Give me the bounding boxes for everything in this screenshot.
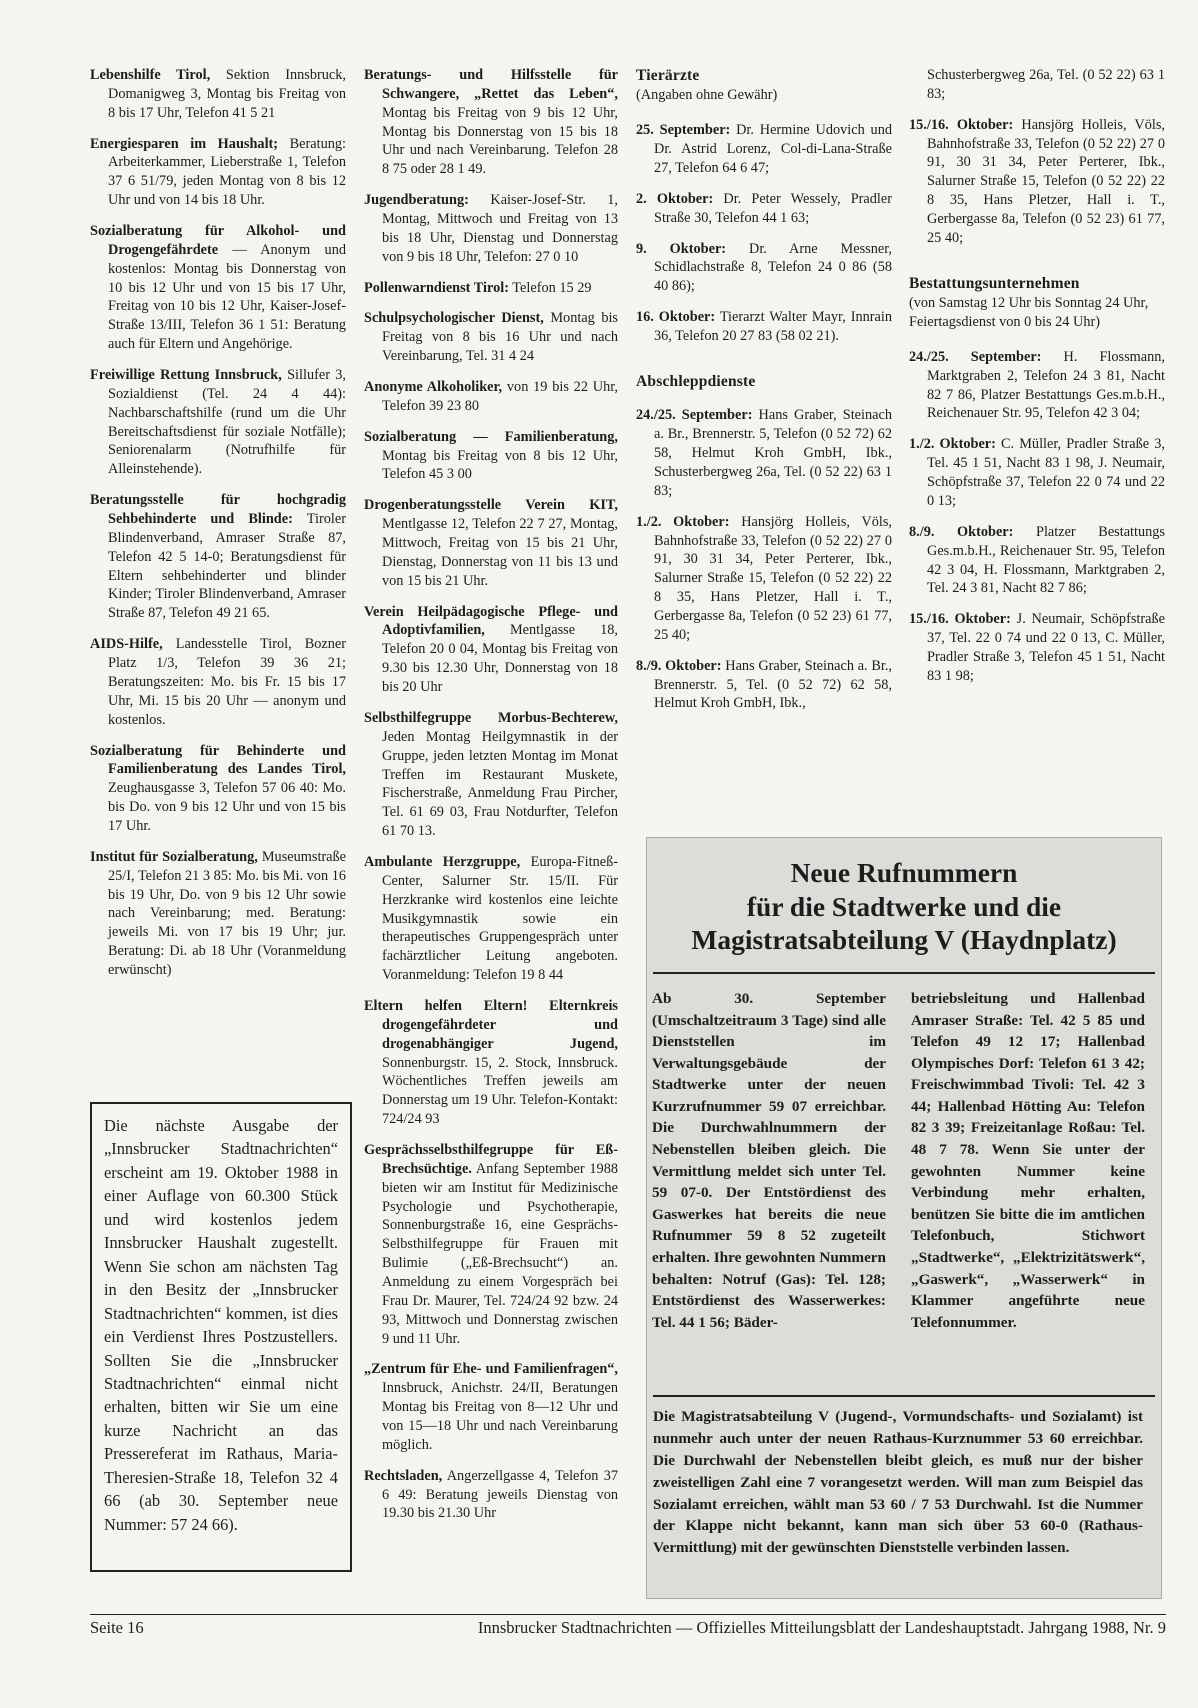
entry-herzgruppe: Ambulante Herzgruppe, Europa-Fitneß-Center, Salurner Str. 15/II. Für Herzkranke wird kostenlos eine leichte Musikgymnastik sowie ein therapeutisches Gruppengespräch unter fachärztlicher Leitung angeboten. Voranmeldung: Telefon 19 8 44 bbox=[364, 853, 618, 984]
notice-text: Die nächste Ausgabe der „Innsbrucker Stadtnachrichten“ erscheint am 19. Oktober 1988 in einer Auflage von 60.300 Stück und wird kostenlos jedem Innsbrucker Haushalt zugestellt. Wenn Sie schon am nächsten Tag in den Besitz der „Innsbrucker Stadtnachrichten“ kommen, ist dies ein Verdienst Ihres Postzustellers. Sollten Sie die „Innsbrucker Stadtnachrichten“ einmal nicht erhalten, bitten wir Sie um eine kurze Nachricht an das Pressereferat im Rathaus, Maria-Theresien-Straße 18, Telefon 32 4 66 (ab 30. September neue Nummer: 57 24 66). bbox=[104, 1116, 338, 1534]
entry-energiesparen: Energiesparen im Haushalt; Beratung: Arbeiterkammer, Lieberstraße 1, Telefon 37 6 51/79, jeden Montag von 8 bis 12 Uhr und von 14 bis 18 Uhr. bbox=[90, 135, 346, 209]
bestattung-entry: 15./16. Oktober: J. Neumair, Schöpfstraße 37, Tel. 22 0 74 und 22 0 13, C. Müller, Pradler Straße 3, Telefon 45 1 51, Nacht 83 1 98; bbox=[909, 611, 1165, 684]
next-issue-notice bbox=[90, 1102, 352, 1572]
column-3 bbox=[636, 66, 892, 725]
column-2 bbox=[364, 66, 618, 1535]
bestattung-entry: 24./25. September: H. Flossmann, Marktgraben 2, Telefon 24 3 81, Nacht 82 7 86, Platzer Bestattungs Ges.m.b.H., Reichenauer Str. 95, Telefon 42 3 04; bbox=[909, 348, 1165, 422]
magistrat-announcement-text: Die Magistratsabteilung V (Jugend-, Vormundschafts- und Sozialamt) ist nunmehr auch unter der neuen Rathaus-Kurznummer 53 60 erreichbar. Die Durchwahl der Nebenstellen bleibt gleich, es muß nur der bisher zweistelligen Zahl eine 7 vorangesetzt werden. Will man zum Beispiel das Sozialamt erreichen, wählt man 53 60 / 7 53 Durchwahl. Ist die Nummer der Klappe nicht bekannt, kann man sich über 53 60-0 (Rathaus-Vermittlung) mit der gewünschten Dienststelle verbinden lassen. bbox=[653, 1408, 1143, 1557]
stadtwerke-announcement bbox=[646, 837, 1162, 1599]
tierarzt-entry: 25. September: Dr. Hermine Udovich und Dr. Astrid Lorenz, Col-di-Lana-Straße 27, Telefon 64 6 47; bbox=[636, 122, 892, 177]
divider bbox=[653, 1395, 1155, 1397]
bestattung-entry: 1./2. Oktober: C. Müller, Pradler Straße 3, Tel. 45 1 51, Nacht 83 1 98, J. Neumair, Schöpfstraße 37, Telefon 22 0 74 und 22 0 13; bbox=[909, 436, 1165, 509]
tierarzt-entry: 9. Oktober: Dr. Arne Messner, Schidlachstraße 8, Telefon 24 0 86 (58 40 86); bbox=[636, 240, 893, 295]
page-number: Seite 16 bbox=[90, 1618, 144, 1637]
announcement-text-left: Ab 30. September (Umschaltzeitraum 3 Tage) sind alle Dienststellen im Verwaltungsgebäude der Stadtwerke unter der neuen Kurzrufnummer 59 07 erreichbar. Die Durchwahlnummern der Nebenstellen bleiben gleich. Die Vermittlung meldet sich unter Tel. 59 07-0. Der Entstördienst des Gaswerkes hat bereits die neue Rufnummer 59 8 52 zugeteilt erhalten. Ihre gewohnten Nummern behalten: Notruf (Gas): Tel. 128; Entstördienst des Wasserwerkes: Tel. 44 1 56; Bäder- bbox=[652, 990, 886, 1331]
abschlepp-entry: 24./25. September: Hans Graber, Steinach a. Br., Brennerstr. 5, Telefon (0 52 72) 62 58, Helmut Kroh GmbH, Ibk., Schusterbergweg 26a, Tel. (0 52 22) 63 1 83; bbox=[636, 407, 892, 499]
entry-aids-hilfe: AIDS-Hilfe, Landesstelle Tirol, Bozner Platz 1/3, Telefon 39 36 21; Beratungszeiten: Mo. bis Fr. 15 bis 17 Uhr, Mi. 15 bis 20 Uhr — anonym und kostenlos. bbox=[90, 636, 346, 728]
footer-divider bbox=[90, 1614, 1166, 1615]
bestattung-subheading: (von Samstag 12 Uhr bis Sonntag 24 Uhr, Feiertagsdienst von 0 bis 24 Uhr) bbox=[909, 295, 1149, 331]
entry-rettung: Freiwillige Rettung Innsbruck, Sillufer 3, Sozialdienst (Tel. 24 4 44): Nachbarschaftshilfe (rund um die Uhr Bereitschaftsdienst für soziale Notfälle); Seniorenalarm (Notrufhilfe für Alleinstehende). bbox=[90, 367, 346, 478]
tierarzt-entry: 2. Oktober: Dr. Peter Wessely, Pradler Straße 30, Telefon 44 1 63; bbox=[636, 190, 892, 226]
entry-rechtsladen: Rechtsladen, Angerzellgasse 4, Telefon 37 6 49: Beratung jeweils Dienstag von 19.30 bis 21.30 Uhr bbox=[364, 1467, 618, 1522]
entry-adoptivfamilien: Verein Heilpädagogische Pflege- und Adoptivfamilien, Mentlgasse 18, Telefon 20 0 04, Montag bis Freitag von 9.30 bis 12.30 Uhr, Donnerstag von 18 bis 20 Uhr bbox=[364, 603, 618, 696]
entry-schulpsychologie: Schulpsychologischer Dienst, Montag bis Freitag von 8 bis 16 Uhr und nach Vereinbarung, Tel. 31 4 24 bbox=[364, 310, 619, 365]
entry-pollenwarndienst: Pollenwarndienst Tirol: Telefon 15 29 bbox=[364, 279, 592, 296]
entry-zentrum-ehe: „Zentrum für Ehe- und Familienfragen“, Innsbruck, Anichstr. 24/II, Beratungen Montag bis Freitag von 8—12 Uhr und von 15—18 Uhr und nach Vereinbarung möglich. bbox=[364, 1361, 618, 1453]
entry-anonyme-alkoholiker: Anonyme Alkoholiker, von 19 bis 22 Uhr, Telefon 39 23 80 bbox=[364, 379, 618, 414]
bestattung-heading: Bestattungsunternehmen bbox=[909, 274, 1080, 292]
entry-alkohol-drogen: Sozialberatung für Alkohol- und Drogengefährdete — Anonym und kostenlos: Montag bis Donnerstag von 10 bis 12 Uhr und von 15 bis 17 Uhr, Freitag von 10 bis 12 Uhr, Kaiser-Josef-Straße 13/III, Telefon 36 1 51: Beratung auch für Eltern und Angehörige. bbox=[90, 223, 346, 353]
entry-elternkreis: Eltern helfen Eltern! Elternkreis drogengefährdeter und drogenabhängiger Jugend, Sonnenburgstr. 15, 2. Stock, Innsbruck. Wöchentliches Treffen jeweils am Donnerstag um 19 Uhr. Telefon-Kontakt: 724/24 93 bbox=[364, 997, 618, 1128]
entry-blinde: Beratungsstelle für hochgradig Sehbehinderte und Blinde: Tiroler Blindenverband, Amraser Straße 87, Telefon 42 5 14-0; Beratungsdienst für Eltern sehbehinderter und blinder Kinder; Tiroler Blindenverband, Amraser Straße 87, Telefon 49 21 65. bbox=[90, 492, 346, 622]
abschlepp-continued: Schusterbergweg 26a, Tel. (0 52 22) 63 1 83; bbox=[927, 67, 1165, 102]
bestattung-entry: 8./9. Oktober: Platzer Bestattungs Ges.m.b.H., Reichenauer Str. 95, Telefon 42 3 04, H. Flossmann, Marktgraben 2, Tel. 24 3 81, Nacht 82 7 86; bbox=[909, 523, 1165, 597]
column-1 bbox=[90, 66, 346, 992]
masthead: Innsbrucker Stadtnachrichten — Offizielles Mitteilungsblatt der Landeshauptstadt. Jahrgang 1988, Nr. 9 bbox=[477, 1618, 1166, 1637]
entry-familienberatung: Sozialberatung — Familienberatung, Montag bis Freitag von 8 bis 12 Uhr, Telefon 45 3 00 bbox=[364, 428, 618, 483]
entry-schwangere: Beratungs- und Hilfsstelle für Schwangere, „Rettet das Leben“, Montag bis Freitag von 9 bis 12 Uhr, Montag bis Donnerstag von 15 bis 18 Uhr und nach Vereinbarung. Telefon 28 8 75 oder 28 1 49. bbox=[364, 67, 618, 178]
entry-morbus-bechterew: Selbsthilfegruppe Morbus-Bechterew, Jeden Montag Heilgymnastik in der Gruppe, jeden letzten Montag im Monat Treffen im Restaurant Muskete, Fischerstraße, Anmeldung Frau Pircher, Tel. 61 69 03, Frau Notdurfter, Telefon 61 70 13. bbox=[364, 709, 618, 840]
announcement-text-right: betriebsleitung und Hallenbad Amraser Straße: Tel. 42 5 85 und Telefon 49 12 17; Hallenbad Olympisches Dorf: Telefon 61 3 42; Freischwimmbad Tivoli: Tel. 42 3 44; Hallenbad Hötting Au: Telefon 82 3 39; Freizeitanlage Roßau: Tel. 48 7 78. Wenn Sie unter der gewohnten Nummer keine Verbindung mehr erhalten, benützen Sie bitte die im amtlichen Telefonbuch, Stichwort „Stadtwerke“, „Elektrizitätswerk“, „Gaswerk“, „Wasserwerk“ in Klammer angeführte neue Telefonnummer. bbox=[911, 990, 1145, 1331]
column-4 bbox=[909, 66, 1165, 698]
entry-verein-kit: Drogenberatungsstelle Verein KIT, Mentlgasse 12, Telefon 22 7 27, Montag, Mittwoch, Freitag von 15 bis 21 Uhr, Dienstag, Donnerstag von 11 bis 13 und von 15 bis 21 Uhr. bbox=[364, 497, 618, 589]
tieraerzte-subheading: (Angaben ohne Gewähr) bbox=[636, 87, 778, 104]
entry-behinderte: Sozialberatung für Behinderte und Familienberatung des Landes Tirol, Zeughausgasse 3, Telefon 57 06 40: Mo. bis Do. von 9 bis 12 Uhr und von 15 bis 17 Uhr. bbox=[90, 742, 346, 834]
abschleppdienste-heading: Abschleppdienste bbox=[636, 372, 756, 390]
announcement-headline: Neue Rufnummern für die Stadtwerke und die Magistratsabteilung V (Haydnplatz) bbox=[691, 857, 1117, 956]
tieraerzte-heading: Tierärzte bbox=[636, 67, 700, 84]
entry-jugendberatung: Jugendberatung: Kaiser-Josef-Str. 1, Montag, Mittwoch und Freitag von 13 bis 18 Uhr, Dienstag und Donnerstag von 9 bis 18 Uhr, Telefon: 27 0 10 bbox=[364, 192, 618, 265]
abschlepp-entry: 15./16. Oktober: Hansjörg Holleis, Völs, Bahnhofstraße 33, Telefon (0 52 22) 27 0 91, 30 31 34, Peter Perterer, Ibk., Salurner Straße 15, Telefon (0 52 22) 22 8 35, Hans Pletzer, Hall i. T., Gerbergasse 8a, Telefon (0 52 23) 61 77, 25 40; bbox=[909, 116, 1165, 246]
tierarzt-entry: 16. Oktober: Tierarzt Walter Mayr, Innrain 36, Telefon 20 27 83 (58 02 21). bbox=[636, 309, 892, 345]
abschlepp-entry: 1./2. Oktober: Hansjörg Holleis, Völs, Bahnhofstraße 33, Telefon (0 52 22) 27 0 91, 30 31 34, Peter Perterer, Ibk., Salurner Straße 15, Telefon (0 52 22) 22 8 35, Hans Pletzer, Hall i. T., Gerbergasse 8a, Telefon (0 52 23) 61 77, 25 40; bbox=[636, 513, 892, 643]
entry-lebenshilfe: Lebenshilfe Tirol, Sektion Innsbruck, Domanigweg 3, Montag bis Freitag von 8 bis 17 Uhr, Telefon 41 5 21 bbox=[90, 67, 346, 121]
entry-bulimie-gruppe: Gesprächsselbsthilfegruppe für Eß-Brechsüchtige. Anfang September 1988 bieten wir am Institut für Medizinische Psychologie und Psychotherapie, Sonnenburgstraße 16, eine Gesprächs-Selbsthilfegruppe für Frauen mit Bulimie („Eß-Brechsucht“) an. Anmeldung zu einem Vorgespräch bei Frau Dr. Maurer, Tel. 724/24 92 bzw. 24 93, Mittwoch und Donnerstag zwischen 9 und 11 Uhr. bbox=[364, 1141, 618, 1347]
page-footer bbox=[90, 1618, 1166, 1638]
divider bbox=[653, 972, 1155, 974]
abschlepp-entry: 8./9. Oktober: Hans Graber, Steinach a. Br., Brennerstr. 5, Tel. (0 52 72) 62 58, Helmut Kroh GmbH, Ibk., bbox=[636, 657, 892, 712]
entry-institut-sozialberatung: Institut für Sozialberatung, Museumstraße 25/I, Telefon 21 3 85: Mo. bis Mi. von 16 bis 19 Uhr, Do. von 9 bis 12 Uhr sowie nach Vereinbarung; med. Beratung: jeweils Mi. von 17 bis 19 Uhr; jur. Beratung: Di. ab 18 Uhr (Voranmeldung erwünscht) bbox=[90, 848, 347, 978]
